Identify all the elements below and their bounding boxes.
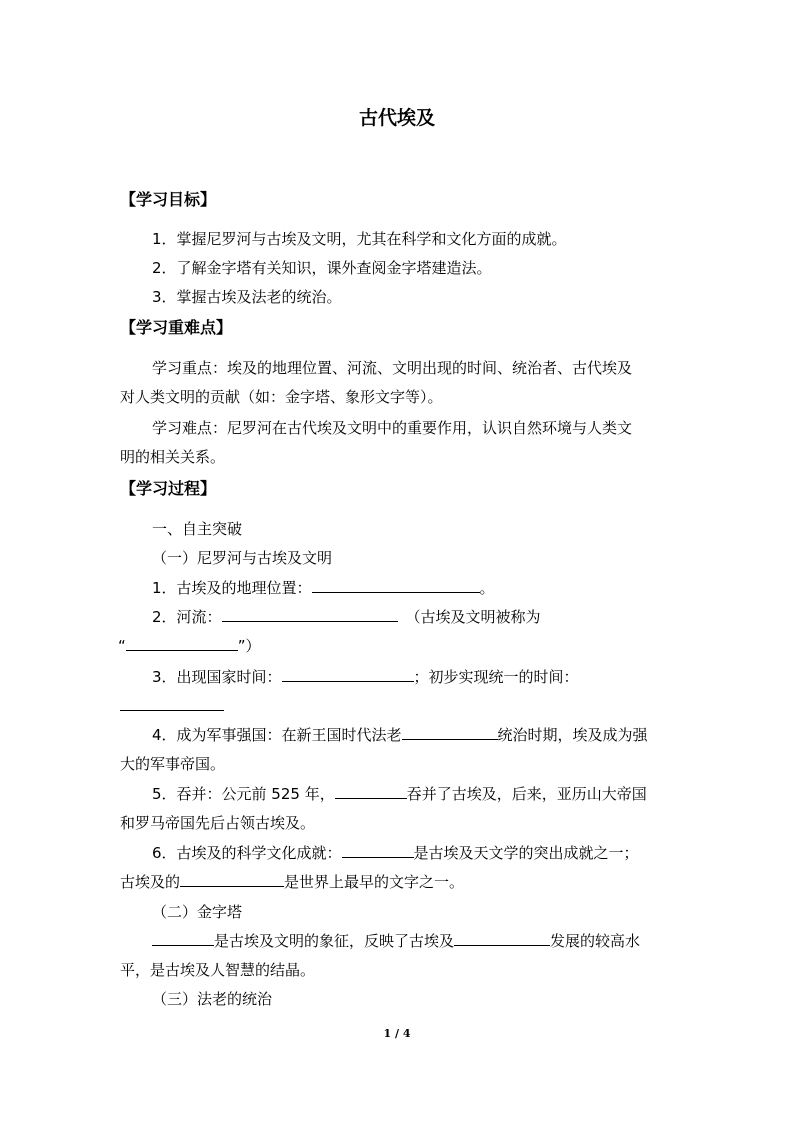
- page-number: 1 / 4: [383, 1027, 411, 1040]
- question-text: 发展的较高水: [550, 932, 641, 950]
- question-2: [152, 606, 541, 628]
- part-title: 一、自主突破: [152, 520, 243, 538]
- question-2-cont: [118, 635, 261, 657]
- focus-text: 对人类文明的贡献（如：金字塔、象形文字等）。: [120, 388, 443, 406]
- section-heading-process: 【学习过程】: [120, 479, 217, 498]
- answer-blank[interactable]: [126, 635, 238, 651]
- question-6-cont: [120, 871, 464, 893]
- difficulty-text: 明的相关关系。: [120, 448, 226, 466]
- focus-text: 学习重点：埃及的地理位置、河流、文明出现的时间、统治者、古代埃及: [152, 359, 633, 377]
- question-6: [152, 842, 639, 864]
- subsection-title: （一）尼罗河与古埃及文明: [152, 549, 333, 567]
- question-text: 5．吞并：公元前 525 年，: [152, 785, 335, 803]
- question-text: “: [118, 637, 126, 655]
- question-3: [152, 666, 579, 688]
- question-text: 2．河流：: [152, 608, 222, 626]
- pyramid-question: [152, 930, 640, 952]
- question-4-cont: 大的军事帝国。: [120, 755, 226, 773]
- answer-blank[interactable]: [120, 695, 224, 711]
- answer-blank[interactable]: [152, 930, 214, 946]
- question-5-cont: 和罗马帝国先后占领古埃及。: [120, 814, 316, 832]
- document-title: 古代埃及: [358, 107, 435, 129]
- question-text: 统治时期，埃及成为强: [497, 726, 648, 744]
- question-text: 是古埃及文明的象征，反映了古埃及: [214, 932, 455, 950]
- answer-blank[interactable]: [222, 606, 398, 622]
- question-3-cont: [120, 695, 224, 717]
- answer-blank[interactable]: [342, 842, 414, 858]
- goal-item: 2．了解金字塔有关知识，课外查阅金字塔建造法。: [152, 259, 492, 277]
- answer-blank[interactable]: [312, 577, 480, 593]
- section-heading-goals: 【学习目标】: [120, 190, 217, 209]
- question-text: 是世界上最早的文字之一。: [284, 873, 465, 891]
- pyramid-question-cont: 平，是古埃及人智慧的结晶。: [120, 961, 316, 979]
- question-text: ”）: [237, 637, 261, 655]
- question-text: 。: [479, 579, 495, 597]
- question-4: [152, 724, 648, 746]
- question-text: 1．古埃及的地理位置：: [152, 579, 312, 597]
- subsection-title: （三）法老的统治: [152, 990, 273, 1008]
- answer-blank[interactable]: [335, 783, 407, 799]
- answer-blank[interactable]: [402, 724, 498, 740]
- subsection-title: （二）金字塔: [152, 903, 243, 921]
- question-5: [152, 783, 647, 805]
- question-text: ；初步实现统一的时间：: [413, 668, 579, 686]
- question-text: 吞并了古埃及，后来，亚历山大帝国: [406, 785, 647, 803]
- question-text: 3．出现国家时间：: [152, 668, 282, 686]
- section-heading-keypoints: 【学习重难点】: [120, 318, 233, 337]
- difficulty-text: 学习难点：尼罗河在古代埃及文明中的重要作用，认识自然环境与人类文: [152, 419, 633, 437]
- question-text: 是古埃及天文学的突出成就之一；: [413, 844, 639, 862]
- answer-blank[interactable]: [282, 666, 414, 682]
- goal-item: 1．掌握尼罗河与古埃及文明，尤其在科学和文化方面的成就。: [152, 230, 567, 248]
- answer-blank[interactable]: [454, 930, 550, 946]
- question-text: 6．古埃及的科学文化成就：: [152, 844, 342, 862]
- question-text: 古埃及的: [120, 873, 181, 891]
- goal-item: 3．掌握古埃及法老的统治。: [152, 288, 342, 306]
- question-1: [152, 577, 495, 599]
- question-text: 4．成为军事强国：在新王国时代法老: [152, 726, 402, 744]
- question-text: （古埃及文明被称为: [405, 608, 541, 626]
- answer-blank[interactable]: [180, 871, 284, 887]
